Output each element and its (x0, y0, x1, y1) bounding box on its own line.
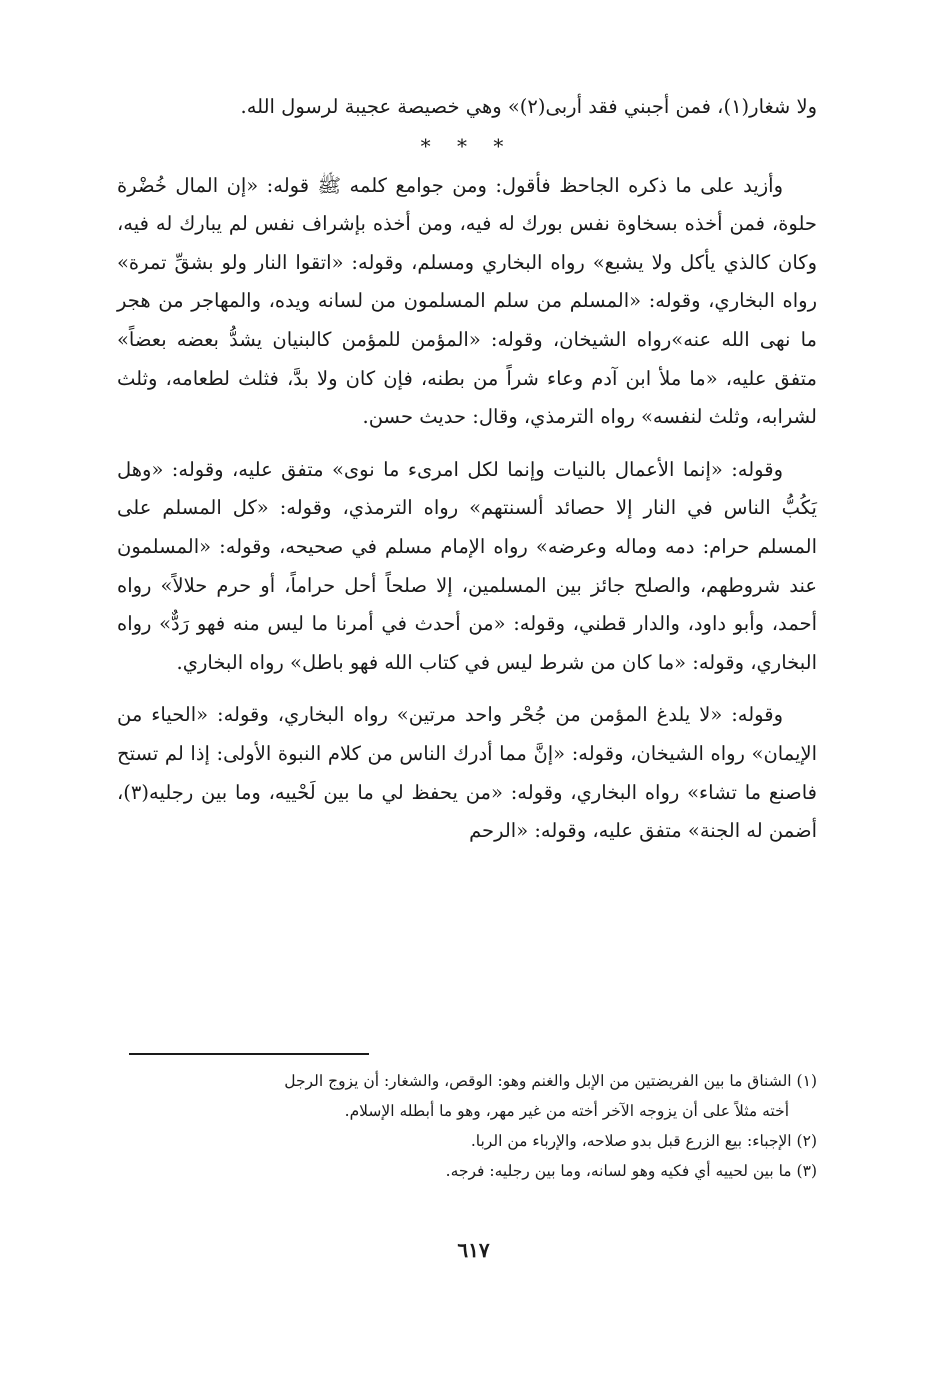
paragraph-1 (117, 167, 817, 437)
paragraph-1-text: وأزيد على ما ذكره الجاحظ فأقول: ومن جوامع كلمه ﷺ قوله: «إن المال خُضْرة حلوة، فمن أخذه بسخاوة نفس بورك له فيه، ومن أخذه بإشراف نفس لم يبارك له فيه، وكان كالذي يأكل ولا يشبع» رواه البخاري ومسلم، وقوله: «اتقوا النار ولو بشقِّ تمرة» رواه البخاري، وقوله: «المسلم من سلم المسلمون من لسانه ويده، والمهاجر من هجر ما نهى الله عنه»رواه الشيخان، وقوله: «المؤمن للمؤمن كالبنيان يشدُّ بعضه بعضاً» متفق عليه، «ما ملأ ابن آدم وعاء شراً من بطنه، فإن كان ولا بدَّ، فثلث لطعامه، وثلث لشرابه، وثلث لنفسه» رواه الترمذي، وقال: حديث حسن. (117, 173, 817, 429)
footnote-divider (129, 1053, 369, 1055)
footnote-3 (117, 1156, 817, 1186)
paragraph-3 (117, 696, 817, 850)
footnote-2-marker: (٢) (796, 1132, 817, 1150)
footnote-1-continuation: أخته مثلاً على أن يزوجه الآخر أخته من غير مهر، وهو ما أبطله الإسلام. (344, 1102, 789, 1120)
footnote-1-text: الشناق ما بين الفريضتين من الإبل والغنم وهو: الوقص، والشغار: أن يزوج الرجل (284, 1072, 792, 1090)
footnote-1 (117, 1066, 817, 1096)
main-text (117, 88, 817, 851)
paragraph-3-text: وقوله: «لا يلدغ المؤمن من جُحْر واحد مرتين» رواه البخاري، وقوله: «الحياء من الإيمان» رواه الشيخان، وقوله: «إنَّ مما أدرك الناس من كلام النبوة الأولى: إذا لم تستح فاصنع ما تشاء» رواه البخاري، وقوله: «من يحفظ لي ما بين لَحْييه، وما بين رجليه(٣)، أضمن له الجنة» متفق عليه، وقوله: «الرحم (117, 703, 817, 843)
footnote-2 (117, 1126, 817, 1156)
footnote-1-marker: (١) (796, 1072, 817, 1090)
paragraph-2 (117, 451, 817, 683)
page-number: ٦١٧ (457, 1238, 490, 1262)
top-line: ولا شغار(١)، فمن أجبني فقد أربى(٢)» وهي خصيصة عجيبة لرسول الله. (240, 95, 817, 118)
footnotes (117, 1066, 817, 1186)
footnote-3-marker: (٣) (796, 1162, 817, 1180)
paragraph-2-text: وقوله: «إنما الأعمال بالنيات وإنما لكل امرىء ما نوى» متفق عليه، وقوله: «وهل يَكُبُّ الناس في النار إلا حصائد ألسنتهم» رواه الترمذي، وقوله: «كل المسلم على المسلم حرام: دمه وماله وعرضه» رواه الإمام مسلم في صحيحه، وقوله: «المسلمون عند شروطهم، والصلح جائز بين المسلمين، إلا صلحاً أحل حراماً، أو حرم حلالاً» رواه أحمد، وأبو داود، والدار قطني، وقوله: «من أحدث في أمرنا ما ليس منه فهو رَدٌّ» رواه البخاري، وقوله: «ما كان من شرط ليس في كتاب الله فهو باطل» رواه البخاري. (117, 457, 817, 674)
footnote-3-text: ما بين لحييه أي فكيه وهو لسانه، وما بين رجليه: فرجه. (445, 1162, 792, 1180)
section-separator: * * * (420, 133, 514, 158)
footnote-2-text: الإجباء: بيع الزرع قبل بدو صلاحه، والإرباء من الربا. (470, 1132, 792, 1150)
